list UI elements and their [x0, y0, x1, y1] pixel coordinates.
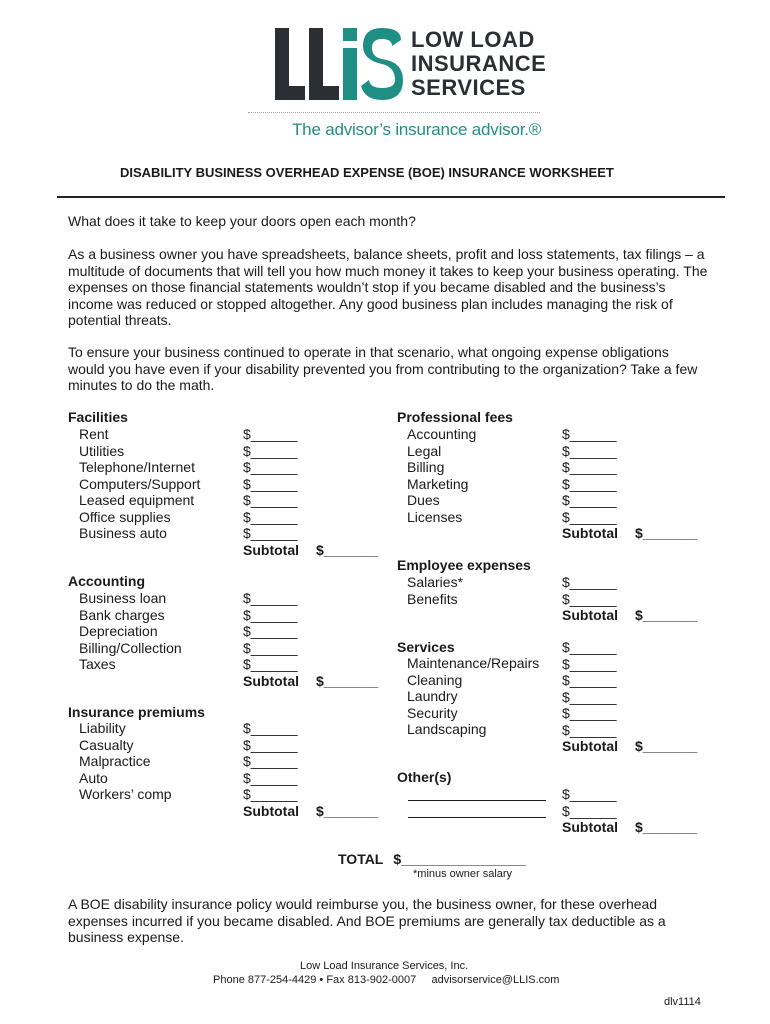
expense-label: Workers’ comp	[79, 786, 172, 802]
closing-line: business expense.	[68, 929, 184, 945]
section-accounting-heading: Accounting	[68, 573, 145, 589]
expense-label: Dues	[407, 492, 440, 508]
expense-label: Bank charges	[79, 606, 165, 623]
professional-fees-items	[407, 426, 476, 525]
expense-label: Licenses	[407, 508, 463, 525]
expense-label: Auto	[79, 769, 108, 786]
expense-label: Liability	[79, 720, 126, 736]
amount-field[interactable]: $______	[243, 606, 298, 623]
closing-line: A BOE disability insurance policy would reimburse you, the business owner, for these overhead	[68, 896, 658, 912]
section-services-heading: Services	[397, 639, 455, 655]
para1-line: income was reduced or stopped altogether. Any good business plan includes managing the risk of	[68, 295, 673, 312]
accounting-amounts	[243, 590, 378, 689]
amount-field[interactable]: $______	[243, 442, 298, 459]
amount-field[interactable]: $______	[562, 590, 617, 607]
subtotal-field[interactable]: $_______	[635, 738, 698, 754]
title-rule	[57, 196, 725, 198]
intro-paragraph-1	[68, 246, 707, 329]
total-label: TOTAL	[338, 851, 384, 867]
subtotal-label: Subtotal	[243, 672, 299, 689]
expense-label: Landscaping	[407, 721, 487, 737]
subtotal-field[interactable]: $_______	[316, 541, 379, 558]
expense-label: Casualty	[79, 736, 134, 753]
amount-field[interactable]: $______	[243, 426, 298, 442]
facilities-items	[79, 426, 200, 542]
others-amounts	[562, 786, 697, 836]
expense-label: Office supplies	[79, 508, 171, 525]
amount-field[interactable]: $______	[562, 442, 617, 459]
amount-field[interactable]: $______	[562, 492, 617, 508]
amount-field[interactable]: $______	[562, 574, 617, 590]
expense-label: Telephone/Internet	[79, 459, 195, 475]
expense-label: Depreciation	[79, 623, 158, 639]
amount-field[interactable]: $______	[243, 656, 298, 672]
tagline: The advisor’s insurance advisor.®	[292, 120, 542, 139]
amount-field[interactable]: $______	[243, 736, 298, 753]
subtotal-label: Subtotal	[562, 607, 618, 623]
expense-label: Computers/Support	[79, 475, 201, 492]
footer-code: dlv1114	[664, 996, 701, 1008]
footer-contact: Phone 877-254-4429 • Fax 813-902-0007 advisorservice@LLIS.com	[213, 974, 560, 986]
services-amounts	[562, 639, 697, 755]
expense-label: Billing/Collection	[79, 639, 182, 656]
employee-amounts	[562, 574, 697, 624]
expense-label: Utilities	[79, 442, 125, 459]
amount-field[interactable]: $______	[562, 688, 617, 705]
expense-label: Business auto	[79, 525, 167, 541]
insurance-amounts	[243, 720, 378, 819]
expense-label: Rent	[79, 426, 109, 442]
expense-label: Accounting	[407, 426, 477, 442]
expense-label: Leased equipment	[79, 492, 195, 508]
expense-label: Cleaning	[407, 671, 463, 688]
amount-field[interactable]: $______	[562, 426, 617, 442]
expense-label: Malpractice	[79, 753, 151, 769]
expense-label: Salaries*	[407, 574, 464, 590]
section-facilities-heading: Facilities	[68, 409, 128, 425]
section-employee-heading: Employee expenses	[397, 557, 531, 573]
para2-line: minutes to do the math.	[68, 377, 215, 393]
page-title: DISABILITY BUSINESS OVERHEAD EXPENSE (BOE) INSURANCE WORKSHEET	[120, 165, 614, 180]
accounting-items	[79, 590, 182, 673]
subtotal-field[interactable]: $_______	[316, 802, 379, 819]
para1-line: multitude of documents that will tell you how much money it takes to keep your business operating. The	[68, 262, 708, 279]
logo-company-line-1: LOW LOAD	[411, 27, 535, 52]
expense-label: Legal	[407, 442, 442, 459]
subtotal-label: Subtotal	[243, 541, 299, 558]
expense-label: Laundry	[407, 688, 458, 704]
expense-label: Taxes	[79, 656, 116, 672]
amount-field[interactable]: $______	[243, 590, 298, 606]
para2-line: would you have even if your disability prevented you from contributing to the organization? Take a few	[68, 360, 698, 377]
amount-field[interactable]: $______	[562, 475, 617, 492]
amount-field[interactable]: $______	[243, 720, 298, 736]
closing-paragraph	[68, 896, 666, 946]
subtotal-field[interactable]: $_______	[635, 607, 698, 623]
other-name-field[interactable]	[408, 800, 546, 801]
section-insurance-heading: Insurance premiums	[68, 704, 205, 720]
footer-company: Low Load Insurance Services, Inc.	[300, 960, 469, 972]
amount-field[interactable]: $______	[562, 459, 617, 475]
employee-items	[407, 574, 463, 607]
facilities-amounts	[243, 426, 378, 558]
amount-field[interactable]: $______	[243, 508, 298, 525]
subtotal-label: Subtotal	[243, 802, 299, 819]
amount-field[interactable]: $______	[243, 769, 298, 786]
amount-field[interactable]: $______	[562, 508, 617, 525]
amount-field[interactable]: $______	[562, 639, 617, 655]
section-others-heading: Other(s)	[397, 769, 452, 785]
amount-field[interactable]: $______	[562, 802, 617, 819]
intro-question: What does it take to keep your doors open each month?	[68, 213, 416, 229]
amount-field[interactable]: $______	[562, 705, 617, 721]
amount-field[interactable]: $______	[562, 672, 617, 688]
para1-line: potential threats.	[68, 312, 172, 328]
expense-label: Billing	[407, 459, 445, 475]
professional-fees-amounts	[562, 426, 697, 542]
logo-mark	[275, 28, 403, 100]
subtotal-field[interactable]: $_______	[316, 672, 379, 689]
para2-line: To ensure your business continued to operate in that scenario, what ongoing expense obligations	[68, 344, 669, 360]
amount-field[interactable]: $______	[243, 492, 298, 508]
expense-label: Security	[407, 704, 458, 721]
para1-line: expenses on those financial statements wouldn’t stop if you became disabled and the business’s	[68, 279, 666, 295]
amount-field[interactable]: $______	[243, 525, 298, 541]
logo	[275, 27, 547, 104]
closing-line: expenses incurred if you became disabled. And BOE premiums are generally tax deductible as a	[68, 912, 666, 929]
amount-field[interactable]: $______	[243, 786, 298, 802]
intro-paragraph-2	[68, 344, 697, 394]
expense-label: Business loan	[79, 590, 167, 606]
expense-label: Maintenance/Repairs	[407, 655, 540, 671]
other-name-field[interactable]	[408, 817, 546, 818]
amount-field[interactable]: $______	[562, 721, 617, 738]
amount-field[interactable]: $______	[243, 753, 298, 769]
logo-company-line-2: INSURANCE	[411, 51, 547, 76]
logo-divider	[248, 112, 540, 113]
amount-field[interactable]: $______	[243, 623, 298, 639]
subtotal-field[interactable]: $_______	[635, 525, 698, 541]
expense-label: Marketing	[407, 475, 469, 492]
para1-line: As a business owner you have spreadsheets, balance sheets, profit and loss statements, tax filings – a	[68, 246, 705, 262]
subtotal-label: Subtotal	[562, 525, 618, 541]
expense-label: Benefits	[407, 590, 458, 607]
insurance-items	[79, 720, 172, 803]
amount-field[interactable]: $______	[243, 639, 298, 656]
total-field[interactable]: $________________	[393, 851, 526, 867]
amount-field[interactable]: $______	[562, 786, 617, 802]
amount-field[interactable]: $______	[243, 475, 298, 492]
logo-company-line-3: SERVICES	[411, 75, 526, 100]
subtotal-label: Subtotal	[562, 819, 618, 835]
amount-field[interactable]: $______	[562, 655, 617, 672]
minus-owner-note: *minus owner salary	[413, 868, 513, 880]
subtotal-field[interactable]: $_______	[635, 819, 698, 835]
amount-field[interactable]: $______	[243, 459, 298, 475]
subtotal-label: Subtotal	[562, 738, 618, 754]
total-row	[338, 851, 526, 868]
section-professional-fees-heading: Professional fees	[397, 409, 513, 425]
services-items	[407, 655, 539, 738]
